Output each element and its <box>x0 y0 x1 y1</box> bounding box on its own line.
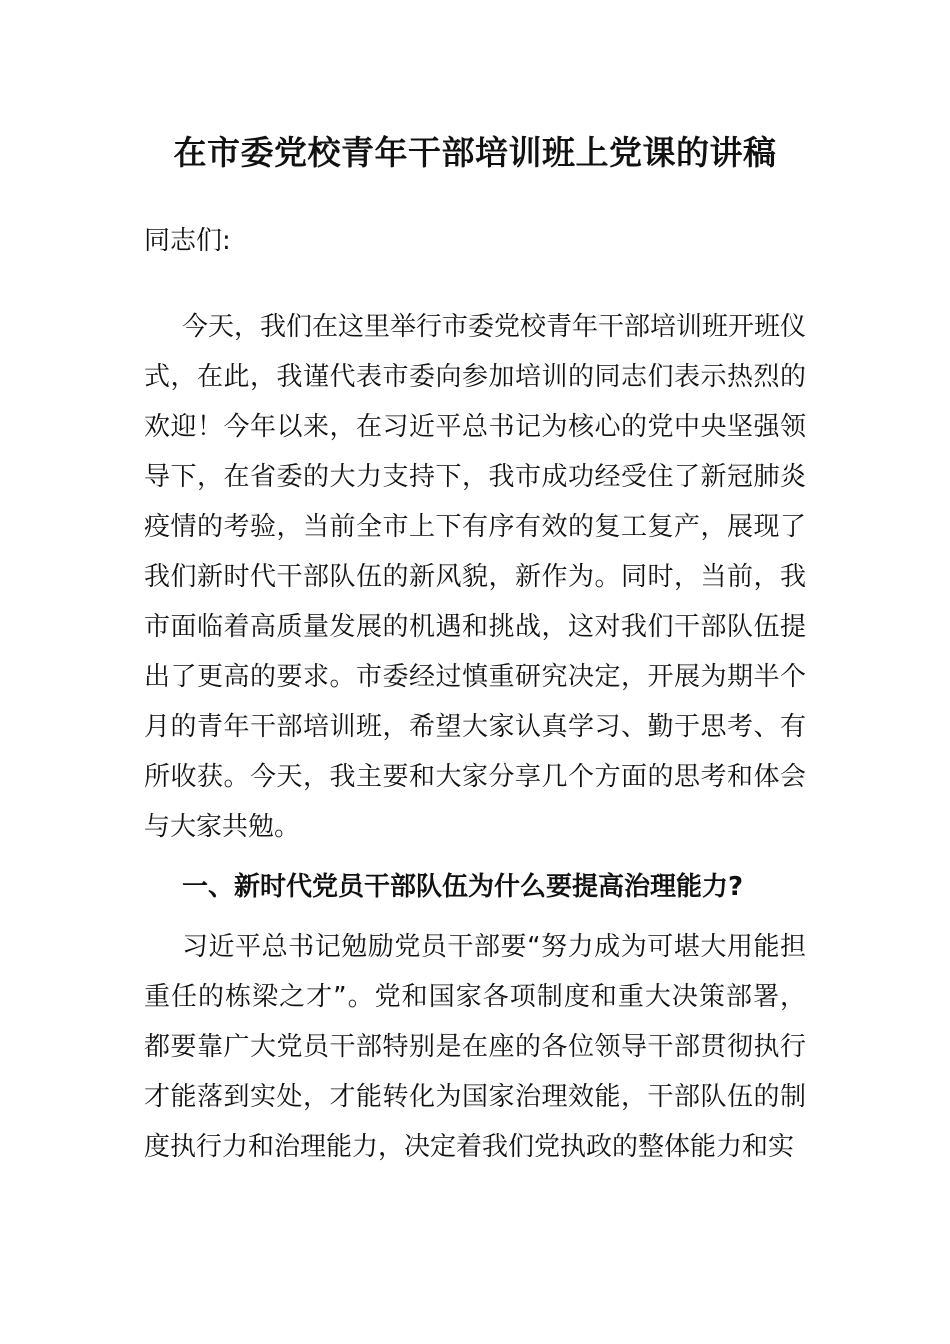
salutation: 同志们: <box>144 226 231 256</box>
paragraph-section-1: 习近平总书记勉励党员干部要“努力成为可堪大用能担重任的栋梁之才”。党和国家各项制度和重大决策部署，都要靠广大党员干部特别是在座的各位领导干部贯彻执行才能落到实处，才能转化为国家治理效能，干部队伍的制度执行力和治理能力，决定着我们党执政的整体能力和实 <box>144 932 806 1162</box>
document-title: 在市委党校青年干部培训班上党课的讲稿 <box>173 133 777 172</box>
section-heading-1: 一、新时代党员干部队伍为什么要提高治理能力? <box>182 872 744 902</box>
paragraph-opening: 今天，我们在这里举行市委党校青年干部培训班开班仪式，在此，我谨代表市委向参加培训的同志们表示热烈的欢迎！今年以来，在习近平总书记为核心的党中央坚强领导下，在省委的大力支持下，我市成功经受住了新冠肺炎疫情的考验，当前全市上下有序有效的复工复产，展现了我们新时代干部队伍的新风貌，新作为。同时，当前，我市面临着高质量发展的机遇和挑战，这对我们干部队伍提出了更高的要求。市委经过慎重研究决定，开展为期半个月的青年干部培训班，希望大家认真学习、勤于思考、有所收获。今天，我主要和大家分享几个方面的思考和体会与大家共勉。 <box>144 312 807 842</box>
